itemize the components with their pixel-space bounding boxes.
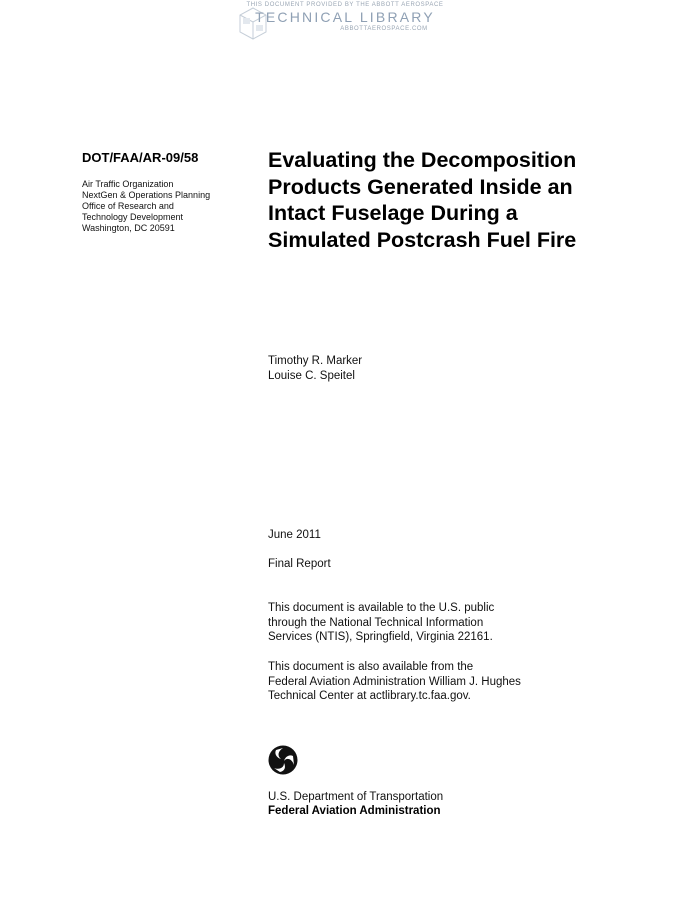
org-line: Technology Development [82, 212, 184, 222]
library-banner [238, 2, 452, 42]
title-line: Simulated Postcrash Fuel Fire [268, 227, 577, 252]
org-line: Office of Research and [82, 201, 174, 211]
agency-name: Federal Aviation Administration [268, 805, 441, 817]
org-line: Air Traffic Organization [82, 179, 174, 189]
availability-line: Services (NTIS), Springfield, Virginia 22161. [268, 631, 493, 643]
report-title [268, 147, 648, 253]
title-line: Products Generated Inside an [268, 174, 573, 199]
title-line: Intact Fuselage During a [268, 201, 518, 225]
org-line: NextGen & Operations Planning [82, 190, 211, 200]
banner-title: TECHNICAL LIBRARY [255, 9, 435, 25]
author-name: Timothy R. Marker [268, 355, 363, 367]
banner-provider-text: THIS DOCUMENT PROVIDED BY THE ABBOTT AEROSPACE [246, 2, 444, 8]
department-name: U.S. Department of Transportation [268, 791, 444, 803]
title-line: Evaluating the Decomposition [268, 148, 577, 172]
author-name: Louise C. Speitel [268, 370, 355, 382]
availability-statement-ntis [268, 601, 494, 645]
authors [268, 354, 362, 384]
sponsoring-organization [82, 179, 210, 234]
availability-statement-faa [268, 660, 521, 704]
availability-line: through the National Technical Information [268, 616, 484, 629]
availability-line: Federal Aviation Administration William J. Hughes [268, 675, 521, 688]
dot-triskelion-icon [268, 745, 298, 775]
report-number: DOT/FAA/AR-09/58 [82, 150, 199, 165]
report-date: June 2011 [268, 529, 321, 541]
report-type: Final Report [268, 558, 331, 570]
department-block [268, 790, 443, 818]
banner-url: ABBOTTAEROSPACE.COM [340, 26, 428, 32]
availability-line: Technical Center at actlibrary.tc.faa.gov. [268, 690, 471, 702]
org-line: Washington, DC 20591 [82, 223, 175, 233]
availability-line: This document is available to the U.S. public [268, 602, 495, 614]
availability-line: This document is also available from the [268, 661, 474, 673]
